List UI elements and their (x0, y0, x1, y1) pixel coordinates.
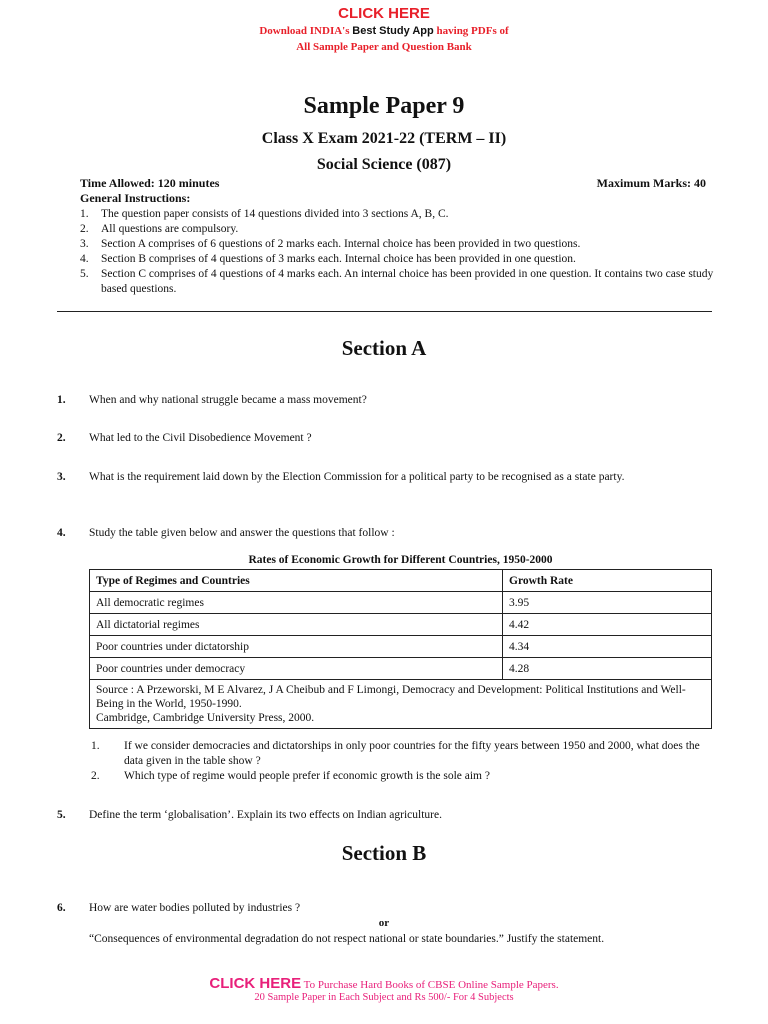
exam-title: Class X Exam 2021-22 (TERM – II) (261, 130, 507, 147)
question-text: What led to the Civil Disobedience Movement ? (89, 432, 312, 444)
table-header-row (90, 570, 712, 592)
promo-line-1 (0, 25, 768, 37)
instruction-num: 1. (80, 208, 89, 220)
sub-question-num: 1. (91, 740, 100, 752)
instruction-num: 2. (80, 223, 89, 235)
table-row (90, 658, 712, 680)
question-num: 1. (57, 394, 66, 406)
instruction-text: Section C comprises of 4 questions of 4 marks each. An internal choice has been provided in one question. It contains two case study based questions. (101, 268, 714, 295)
sub-question-text: Which type of regime would people prefer if economic growth is the sole aim ? (124, 770, 490, 782)
instruction-text: The question paper consists of 14 questions divided into 3 sections A, B, C. (101, 208, 449, 220)
footer-line-1 (0, 975, 768, 992)
max-marks: Maximum Marks: 40 (596, 176, 706, 190)
sub-question-num: 2. (91, 770, 100, 782)
question-num: 2. (57, 432, 66, 444)
section-b-title: Section B (341, 841, 427, 865)
question-text: How are water bodies polluted by industries ? (89, 902, 301, 914)
table-source (90, 680, 712, 729)
table-cell: All dictatorial regimes (90, 614, 503, 636)
promo-app-name: Best Study App (352, 25, 434, 37)
sub-question-text: If we consider democracies and dictatorships in only poor countries for the fifty years between 1950 and 2000, what does the data given in the table show ? (124, 740, 700, 767)
table-row (90, 636, 712, 658)
question-text: “Consequences of environmental degradation do not respect national or state boundaries.” Justify the statement. (89, 933, 605, 945)
or-label: or (378, 917, 390, 929)
instruction-text: Section B comprises of 4 questions of 3 marks each. Internal choice has been provided in one question. (101, 253, 576, 265)
table-cell: All democratic regimes (90, 592, 503, 614)
footer-text: To Purchase Hard Books of CBSE Online Sample Papers. (301, 979, 559, 991)
table-cell: Poor countries under democracy (90, 658, 503, 680)
instructions-heading: General Instructions: (80, 191, 191, 205)
question-num: 3. (57, 471, 66, 483)
question-num: 4. (57, 527, 66, 539)
question-num: 5. (57, 809, 66, 821)
table-row (90, 592, 712, 614)
footer-line-2: 20 Sample Paper in Each Subject and Rs 500/- For 4 Subjects (254, 992, 514, 1003)
table-cell: 4.28 (503, 658, 712, 680)
instruction-num: 3. (80, 238, 89, 250)
promo-line-2: All Sample Paper and Question Bank (296, 41, 472, 53)
section-a-title: Section A (341, 336, 427, 360)
source-line-2: Cambridge, Cambridge University Press, 2000. (96, 712, 315, 724)
question-num: 6. (57, 902, 66, 914)
instruction-text: All questions are compulsory. (101, 223, 239, 235)
click-here-link[interactable]: CLICK HERE (338, 5, 430, 22)
growth-rate-table (89, 569, 712, 729)
table-source-row (90, 680, 712, 729)
instruction-num: 5. (80, 268, 89, 280)
table-cell: 4.34 (503, 636, 712, 658)
question-text: Define the term ‘globalisation’. Explain its two effects on Indian agriculture. (89, 809, 442, 821)
table-title: Rates of Economic Growth for Different Countries, 1950-2000 (248, 554, 553, 566)
table-header: Growth Rate (503, 570, 712, 592)
promo-post: having PDFs of (433, 25, 509, 37)
table-cell: Poor countries under dictatorship (90, 636, 503, 658)
footer-click-here-link[interactable]: CLICK HERE (209, 975, 302, 992)
promo-pre: Download INDIA's (259, 25, 353, 37)
subject-title: Social Science (087) (316, 156, 452, 173)
question-text: When and why national struggle became a mass movement? (89, 394, 367, 406)
table-row (90, 614, 712, 636)
question-text: Study the table given below and answer the questions that follow : (89, 527, 395, 539)
table-header: Type of Regimes and Countries (90, 570, 503, 592)
instruction-num: 4. (80, 253, 89, 265)
source-line-1: Source : A Przeworski, M E Alvarez, J A Cheibub and F Limongi, Democracy and Development: Political Institutions and Well-Being in the World, 1950-1990. (96, 684, 686, 710)
question-text: What is the requirement laid down by the Election Commission for a political party to be recognised as a state party. (89, 471, 625, 483)
paper-title: Sample Paper 9 (303, 93, 465, 119)
table-cell: 4.42 (503, 614, 712, 636)
time-allowed: Time Allowed: 120 minutes (80, 176, 220, 190)
table-cell: 3.95 (503, 592, 712, 614)
divider (57, 311, 712, 312)
instruction-text: Section A comprises of 6 questions of 2 marks each. Internal choice has been provided in two questions. (101, 238, 581, 250)
